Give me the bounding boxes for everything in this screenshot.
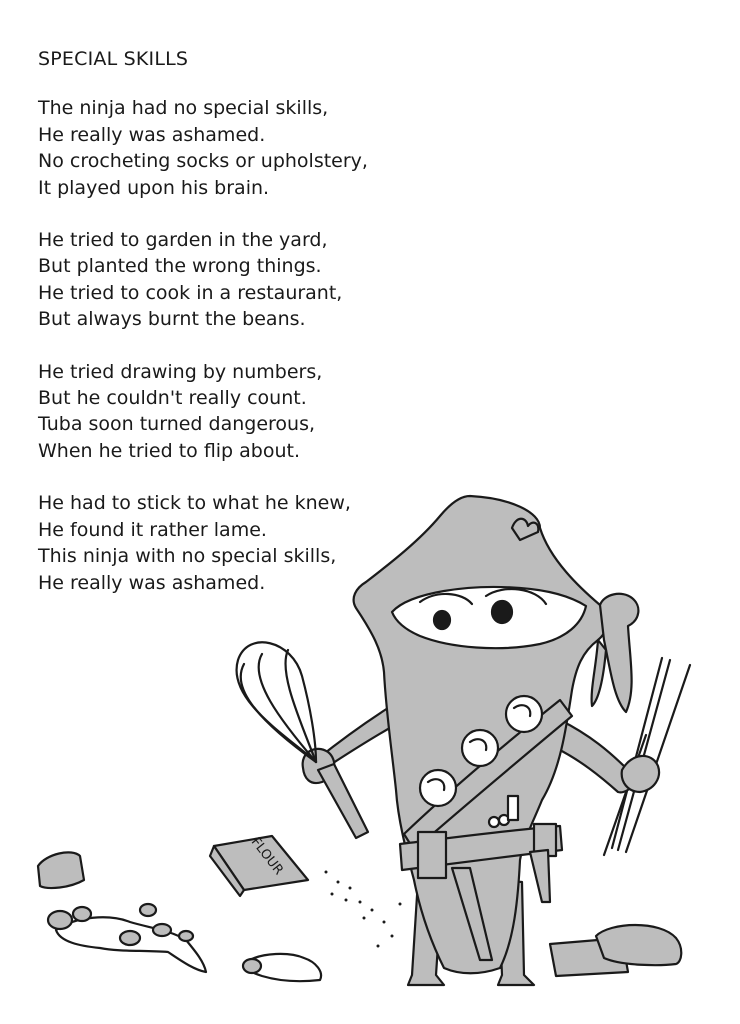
left-eye-icon [434,611,450,629]
poem-line: But he couldn't really count. [38,387,307,410]
poem-line: He had to stick to what he knew, [38,492,351,515]
right-hand [622,756,659,792]
poem-line: The ninja had no special skills, [38,97,329,120]
poem-line: No crocheting socks or upholstery, [38,150,368,173]
poem-line: He really was ashamed. [38,123,266,146]
broken-egg-right [243,954,321,981]
poem-line: He tried to garden in the yard, [38,229,328,252]
badge-icon [506,696,542,732]
poem-line: Tuba soon turned dangerous, [38,413,316,436]
flour-bag-label: FLOUR [247,834,287,878]
poem-line: This ninja with no special skills, [38,545,337,568]
right-eye-icon [492,601,512,623]
casserole-dish [550,925,681,976]
poem-line: He really was ashamed. [38,571,266,594]
poem-line: But planted the wrong things. [38,255,322,278]
poem-line: He tried drawing by numbers, [38,360,323,383]
badge-icon [462,730,498,766]
flour-dust [325,871,402,948]
headband-tail [592,640,606,706]
poem-line: When he tried to flip about. [38,439,301,462]
tool-icon [508,796,518,820]
badge-icon [420,770,456,806]
cake-slice [38,852,84,888]
belt-pouch-left [418,832,446,878]
poem-line: But always burnt the beans. [38,308,306,331]
poem-line: He tried to cook in a restaurant, [38,281,343,304]
poem-line: It played upon his brain. [38,176,270,199]
broken-eggs [48,904,206,972]
scissors-icon [489,817,499,827]
poem-title: SPECIAL SKILLS [38,48,189,70]
belt-tail [530,850,550,902]
poem-line: He found it rather lame. [38,518,267,541]
